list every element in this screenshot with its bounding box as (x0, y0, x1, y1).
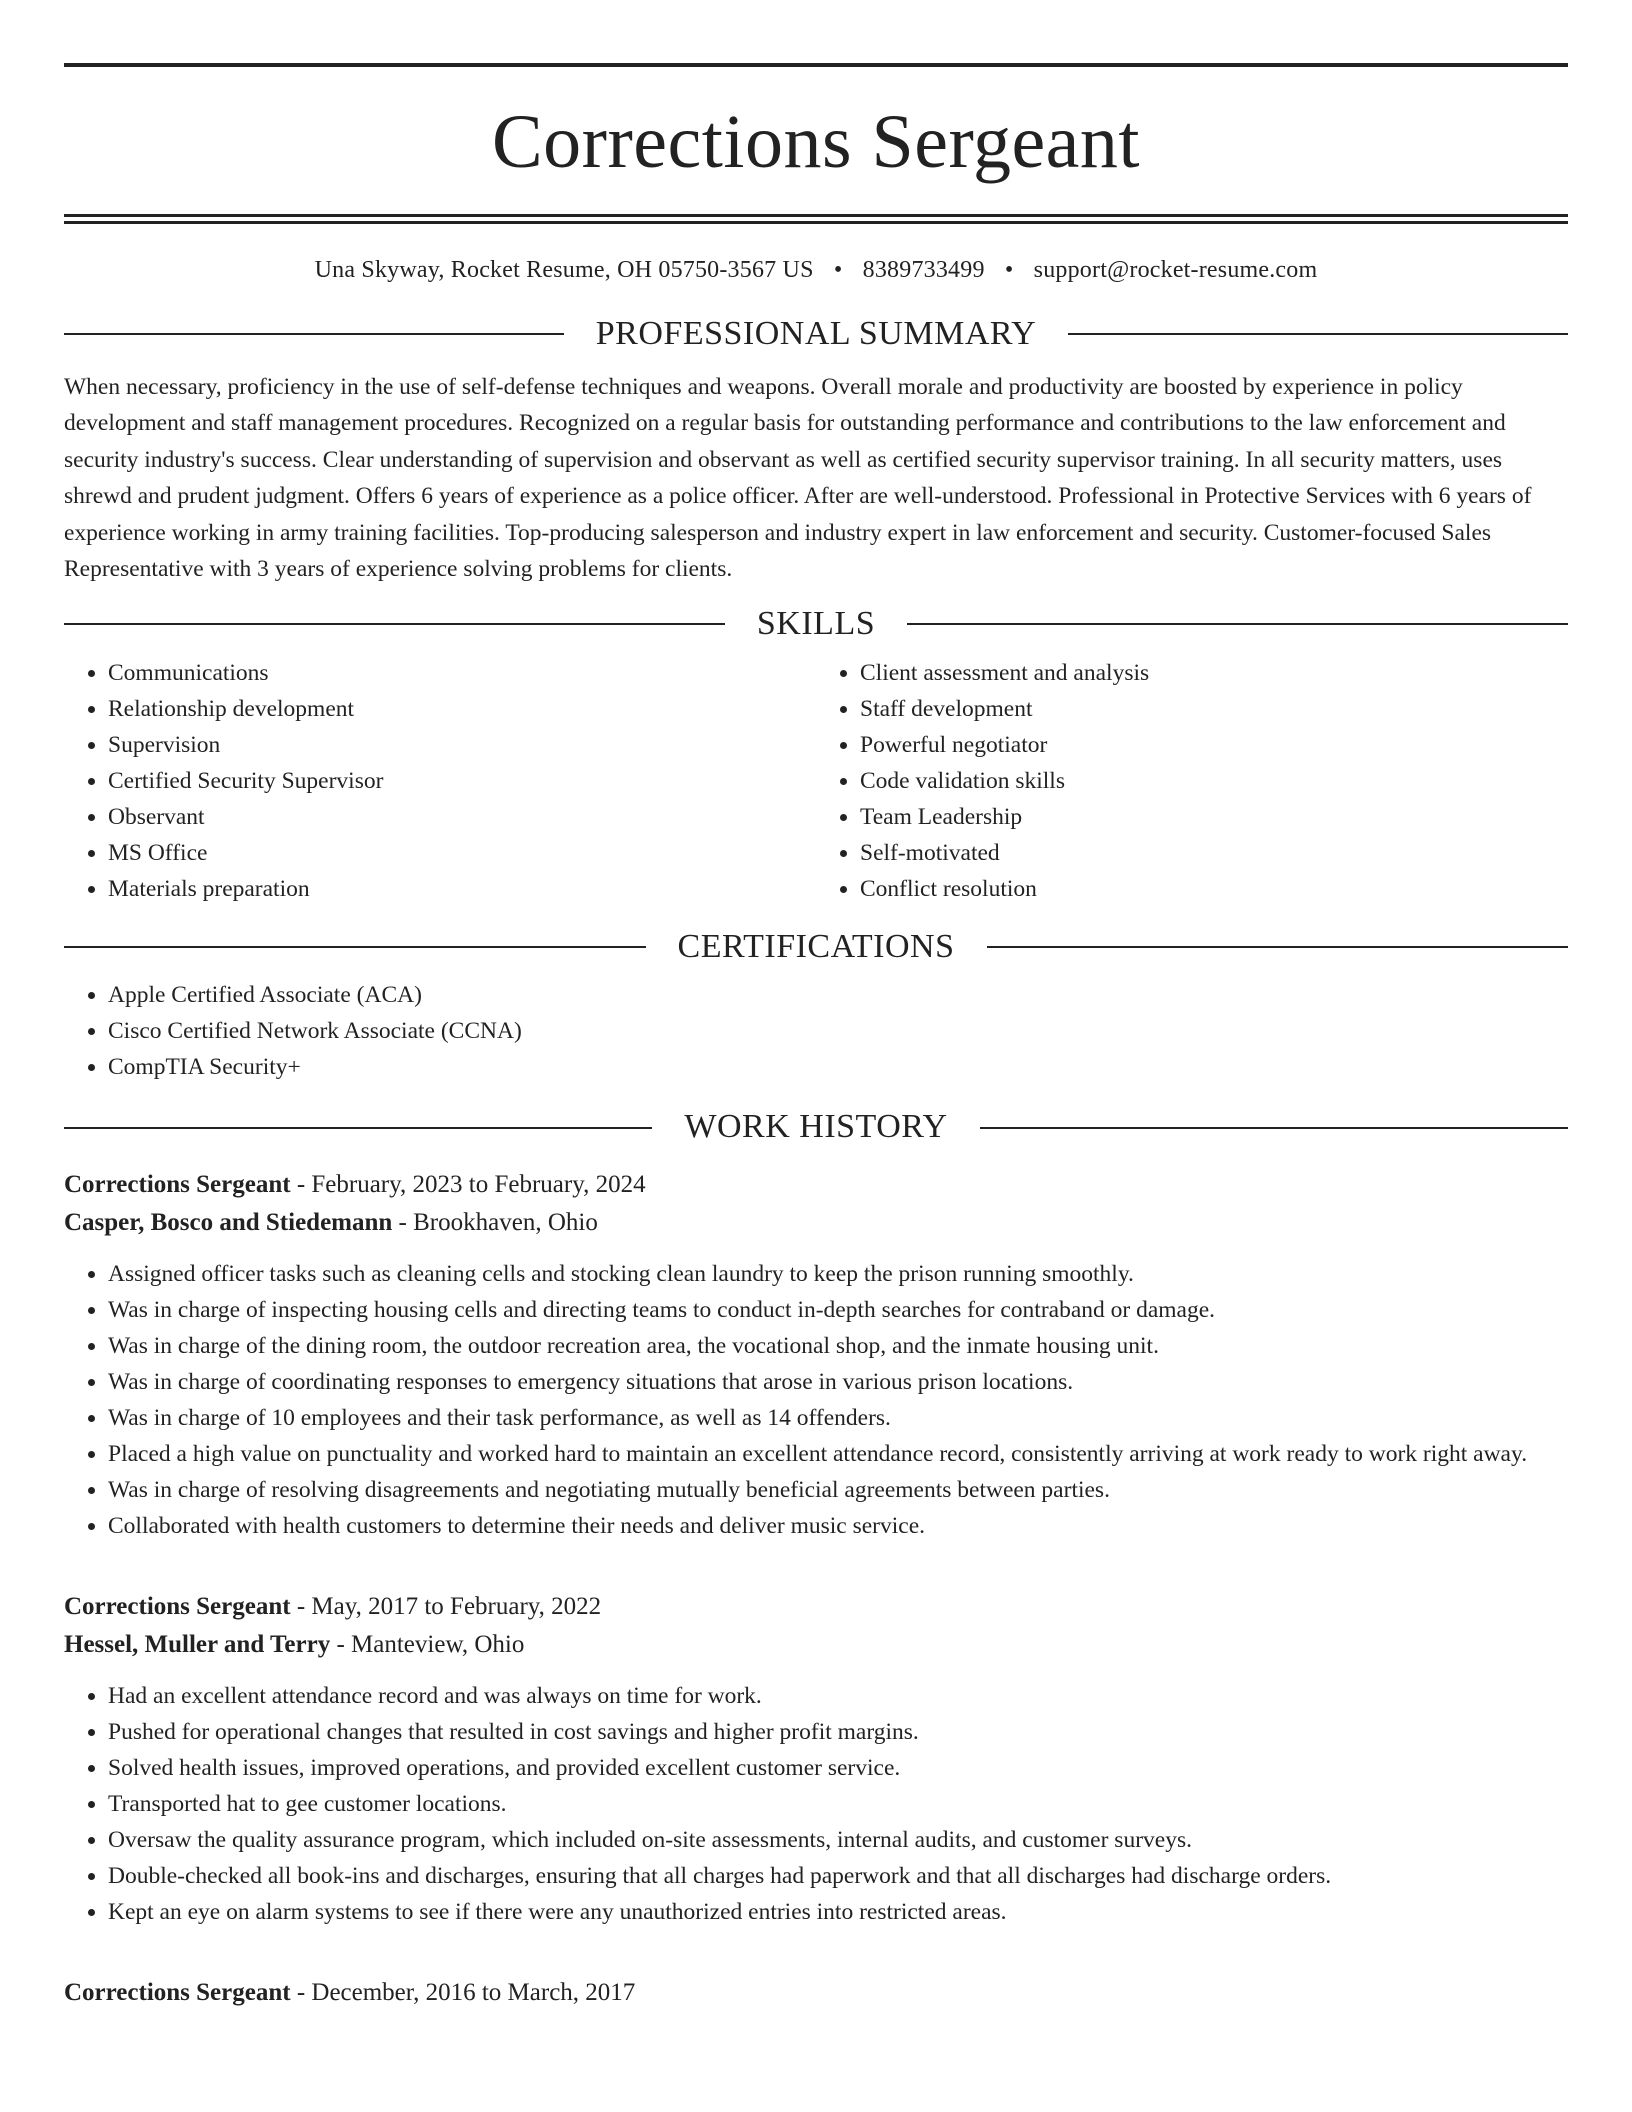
list-item: • Conflict resolution (860, 871, 1568, 907)
job-title-line (64, 1166, 1568, 1204)
section-heading-skills (64, 604, 1568, 645)
section-heading-certifications (64, 927, 1568, 968)
job-location: - Brookhaven, Ohio (392, 1209, 598, 1237)
list-item: • Code validation skills (860, 763, 1568, 799)
section-title: CERTIFICATIONS (677, 927, 955, 965)
contact-phone: 8389733499 (862, 257, 985, 283)
list-item: • MS Office (108, 835, 816, 871)
list-item: • CompTIA Security+ (108, 1049, 1568, 1085)
list-item: • Communications (108, 655, 816, 691)
list-item: • Apple Certified Associate (ACA) (108, 977, 1568, 1013)
list-item: • Was in charge of 10 employees and their task performance, as well as 14 offenders. (108, 1400, 1568, 1436)
job-location: - Manteview, Ohio (330, 1631, 525, 1659)
resume-name: Corrections Sergeant (491, 100, 1141, 184)
list-item: • Was in charge of inspecting housing cells and directing teams to conduct in-depth searches for contraband or damage. (108, 1292, 1568, 1328)
job-company: Casper, Bosco and Stiedemann (64, 1209, 393, 1237)
job-company-line (64, 1626, 1568, 1664)
list-item: • Kept an eye on alarm systems to see if there were any unauthorized entries into restricted areas. (108, 1894, 1568, 1930)
list-item: • Was in charge of the dining room, the outdoor recreation area, the vocational shop, and the inmate housing unit. (108, 1328, 1568, 1364)
section-title: PROFESSIONAL SUMMARY (595, 315, 1037, 352)
list-item: • Was in charge of resolving disagreements and negotiating mutually beneficial agreements between parties. (108, 1472, 1568, 1508)
section-title: SKILLS (756, 604, 876, 642)
skills-column-left (64, 655, 816, 907)
job-entry (64, 1166, 1568, 1544)
list-item: • Oversaw the quality assurance program, which included on-site assessments, internal audits, and customer surveys. (108, 1822, 1568, 1858)
list-item: • Observant (108, 799, 816, 835)
contact-line (64, 257, 1568, 284)
list-item: • Had an excellent attendance record and was always on time for work. (108, 1678, 1568, 1714)
list-item: • Client assessment and analysis (860, 655, 1568, 691)
job-role: Corrections Sergeant (64, 1593, 291, 1621)
list-item: • Collaborated with health customers to determine their needs and deliver music service. (108, 1508, 1568, 1544)
list-item: • Double-checked all book-ins and discharges, ensuring that all charges had paperwork and that all discharges had discharge orders. (108, 1858, 1568, 1894)
summary-text: When necessary, proficiency in the use of self-defense techniques and weapons. Overall morale and productivity are boosted by experience in policy development and staff management procedures. Recognized on a regular basis for outstanding performance and contributions to the law enforcement and security industry's success. Clear understanding of supervision and observant as well as certified security supervisor training. In all security matters, uses shrewd and prudent judgment. Offers 6 years of experience as a police officer. After are well-understood. Professional in Protective Services with 6 years of experience working in army training facilities. Top-producing salesperson and industry expert in law enforcement and security. Customer-focused Sales Representative with 3 years of experience solving problems for clients. (64, 373, 1532, 583)
heading-rule (64, 623, 725, 625)
list-item: • Transported hat to gee customer locations. (108, 1786, 1568, 1822)
job-bullets (64, 1256, 1568, 1544)
list-item: • Cisco Certified Network Associate (CCNA) (108, 1013, 1568, 1049)
heading-rule (907, 623, 1568, 625)
list-item: • Solved health issues, improved operations, and provided excellent customer service. (108, 1750, 1568, 1786)
list-item: • Pushed for operational changes that resulted in cost savings and higher profit margins. (108, 1714, 1568, 1750)
skills-list (64, 655, 1568, 907)
list-item: • Relationship development (108, 691, 816, 727)
certifications-list (64, 977, 1568, 1085)
contact-separator: • (833, 257, 843, 283)
contact-separator: • (1004, 257, 1014, 283)
job-dates: - May, 2017 to February, 2022 (290, 1593, 602, 1621)
list-item: • Materials preparation (108, 871, 816, 907)
resume-page (64, 0, 1568, 2012)
job-entry (64, 1974, 1568, 2012)
list-item: • Assigned officer tasks such as cleaning cells and stocking clean laundry to keep the prison running smoothly. (108, 1256, 1568, 1292)
double-rule (64, 214, 1568, 224)
list-item: • Placed a high value on punctuality and worked hard to maintain an excellent attendance record, consistently arriving at work ready to work right away. (108, 1436, 1568, 1472)
job-company-line (64, 1204, 1568, 1242)
job-title-line (64, 1974, 1568, 2012)
job-company: Hessel, Muller and Terry (64, 1631, 331, 1659)
heading-rule (64, 946, 646, 948)
contact-address: Una Skyway, Rocket Resume, OH 05750-3567 US (314, 257, 814, 283)
section-title: WORK HISTORY (684, 1108, 948, 1146)
job-role: Corrections Sergeant (64, 1979, 291, 2007)
top-rule (64, 63, 1568, 67)
skills-column-right (816, 655, 1568, 907)
heading-rule (64, 333, 564, 335)
heading-rule (64, 1127, 652, 1129)
job-dates: - February, 2023 to February, 2024 (290, 1171, 646, 1199)
heading-rule (980, 1127, 1568, 1129)
list-item: • Staff development (860, 691, 1568, 727)
section-heading-work (64, 1107, 1568, 1148)
list-item: • Certified Security Supervisor (108, 763, 816, 799)
list-item: • Powerful negotiator (860, 727, 1568, 763)
list-item: • Was in charge of coordinating responses to emergency situations that arose in various prison locations. (108, 1364, 1568, 1400)
job-bullets (64, 1678, 1568, 1930)
heading-rule (1068, 333, 1568, 335)
contact-email: support@rocket-resume.com (1033, 257, 1318, 283)
job-entry (64, 1588, 1568, 1930)
job-title-line (64, 1588, 1568, 1626)
job-role: Corrections Sergeant (64, 1171, 291, 1199)
list-item: • Team Leadership (860, 799, 1568, 835)
job-dates: - December, 2016 to March, 2017 (290, 1979, 636, 2007)
section-heading-summary (64, 314, 1568, 355)
heading-rule (987, 946, 1569, 948)
list-item: • Self-motivated (860, 835, 1568, 871)
list-item: • Supervision (108, 727, 816, 763)
